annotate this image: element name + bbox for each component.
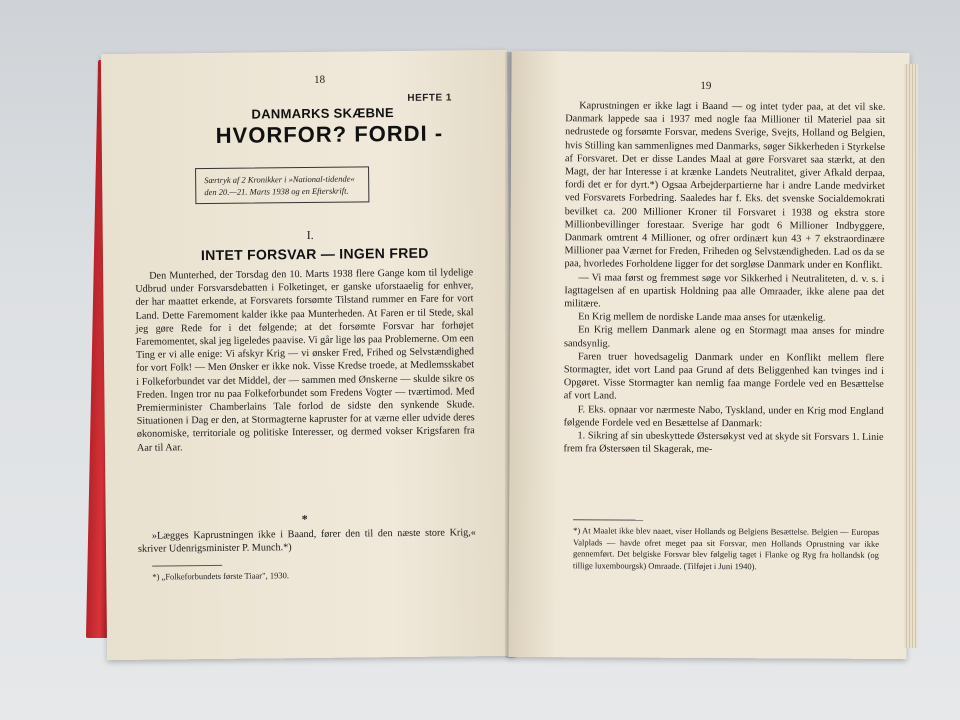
document-title: HVORFOR? FORDI - [215,120,444,148]
quote-paragraph: »Lægges Kaprustningen ikke i Baand, fører den til den næste store Krig,« skriver Udenrigsminister P. Munch.*) [137,527,476,555]
footnote-rule [573,519,643,520]
document-subtitle: DANMARKS SKÆBNE [251,105,394,122]
right-body-text [563,99,885,457]
right-page [508,51,909,659]
left-paragraph: Den Munterhed, der Torsdag den 10. Marts 1938 flere Gange kom til lydelige Udbrud under Forsvarsdebatten i Folketinget, er ganske uforstaaelig for enhver, der har maattet erkende, at Forsvarets forsømte Tilstand rummer en Fare for vort Land. Dette Faremoment kalder ikke paa Munterheden. At Faren er til Stede, skal jeg gøre Rede for i det følgende; at det forsømte Forsvar har forhøjet Faremomentet, skal jeg ligeledes paavise. Vi går lige løs paa Problemerne. Om een Ting er vi alle enige: Vi afskyr Krig — vi ønsker Fred, Frihed og Selvstændighed for vort Folk! — Men Ønsker er ikke nok. Visse Kredse troede, at Medlemsskabet i Folkeforbundet var det Middel, der — sammen med Ønskerne — skulde sikre os Freden. Ingen tror nu paa Folkeforbundet som Fredens Vogter — tværtimod. Med Premierminister Chamberlains Tale forlod de sidste den synkende Skude. Situationen i Dag er den, at Stormagterne kapruster for at værne eller udvide deres økonomiske, territoriale og politiske Interesser, og dermed vokser Krigsfaren fra Aar til Aar. [135,267,475,454]
reprint-note-box: Særtryk af 2 Kronikker i »National-tidende« den 20.—21. Marts 1938 og en Efterskrift. [195,166,369,204]
right-paragraph: 1. Sikring af sin ubeskyttede Østersøkyst ved at skyde sit Forsvars 1. Linie frem fra Østersøen til Skagerak, me- [563,430,884,456]
section-separator-star: * [301,512,308,527]
right-paragraph: Faren truer hovedsagelig Danmark under en Konflikt mellem flere Stormagter, idet vort Land paa Grund af dets Beliggenhed kan tvinges ind i Opgøret. Visse Stormagter kan nemlig faa mange Fordele ved en Besættelse af vort Land. [563,351,885,402]
right-paragraph: F. Eks. opnaar vor nærmeste Nabo, Tyskland, under en Krig mod England følgende Fordele ved en Besættelse af Danmark: [563,403,884,430]
section-number: I. [306,227,314,242]
left-footnote: *) „Folkeforbundets første Tiaar", 1930. [152,570,289,582]
left-page [101,50,513,660]
right-paragraph: Kaprustningen er ikke lagt i Baand — og intet tyder paa, at det vil ske. Danmark lappede saa i 1937 med nogle faa Millioner til Materiel paa sit nedrustede og forsømte Forsvar, medens Sverige, Svejts, Holland og Belgien, hvis Stilling kan sammenlignes med Danmarks, søger Sikkerheden i Styrkelse af Forsvaret. Det er disse Landes Maal at gøre Forsvaret saa stærkt, at den Magt, der har Interesse i at krænke Landets Neutralitet, giver Afkald derpaa, fordi det er for dyrt.*) Ogsaa Arbejderpartierne har i andre Lande medvirket ved Forsvarets Forbedring. Saaledes har f. Eks. det svenske Socialdemokrati bevilket ca. 200 Millioner Kroner til Forsvaret i 1938 og ekstra store Millionbevillinger forestaar. Sverige har godt 6 Millioner Indbyggere, Danmark omtrent 4 Millioner, og ofrer ordinært kun 43 + 7 ekstraordinære Millioner paa Værnet for Freden, Friheden og Selvstændigheden. Lad os da se paa, hvorledes Forholdene ligger for det sorgløse Danmark under en Konflikt. [564,100,886,272]
page-block-edge [904,64,918,648]
footnote-rule [152,565,222,567]
right-paragraph: En Krig mellem de nordiske Lande maa anses for utænkelig. [578,311,826,324]
page-number-right: 19 [700,79,712,93]
right-paragraph: En Krig mellem Danmark alene og en Stormagt maa anses for mindre sandsynlig. [564,324,885,350]
right-paragraph: — Vi maa først og fremmest søge vor Sikkerhed i Neutraliteten, d. v. s. i Iagttagelsen af en upartisk Holdning paa alle Omraader, ikke alene paa det militære. [564,271,885,310]
hefte-label: HEFTE 1 [407,92,452,104]
right-footnote: *) At Maalet ikke blev naaet, viser Hollands og Belgiens Besættelse. Belgien — Europas Valplads — havde ofret meget paa sit Forsvar, men Hollands Oprustning var ikke gennemført. Det belgiske Forsvar blev følgelig taget i Flanke og Ryg fra hollandsk (og tillige luxembourgsk) Omraade. (Tilføjet i Juni 1940). [572,525,880,571]
page-number-left: 18 [314,73,326,86]
left-body-text [135,266,475,454]
section-title: INTET FORSVAR — INGEN FRED [200,244,429,264]
quote-block [138,526,476,556]
